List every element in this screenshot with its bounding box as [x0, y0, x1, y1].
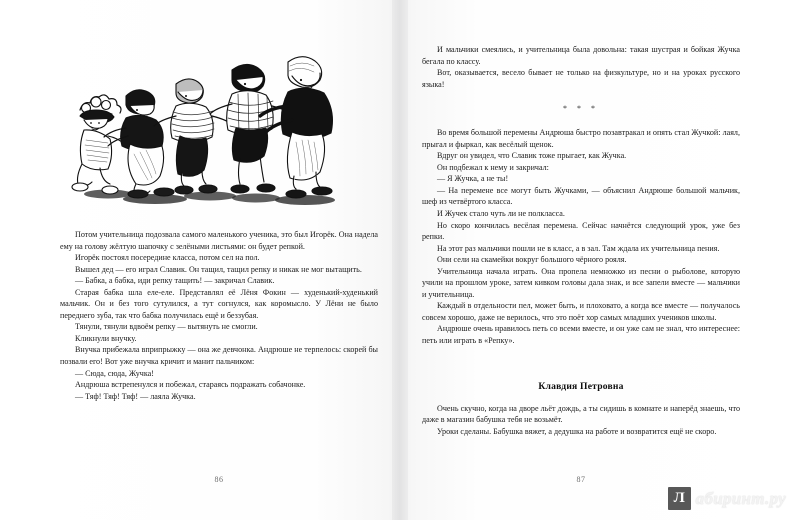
- paragraph: Потом учительница подозвала самого маленького ученика, это был Игорёк. Она надела ему на голову жёлтую шапочку с зелёными листьями: он будет репкой.: [60, 230, 378, 251]
- paragraph: Внучка прибежала вприпрыжку — она же девчонка. Андрюше не терпелось: скорей бы позвали его! Вот уже внучка кричит и манит пальчиком:: [60, 345, 378, 367]
- paragraph-dialogue: — Сюда, сюда, Жучка!: [75, 368, 154, 378]
- figure-boy-checkered: [210, 64, 294, 193]
- paragraph: Вышел дед — его играл Славик. Он тащил, тащил репку и никак не мог вытащить.: [75, 264, 362, 274]
- paragraph-dialogue: — Я Жучка, а не ты!: [437, 174, 509, 184]
- paragraph: Игорёк постоял посередине класса, потом сел на пол.: [75, 253, 260, 263]
- paragraph: Кликнули внучку.: [75, 333, 137, 343]
- paragraph: Андрюша встрепенулся и побежал, стараясь подражать собачонке.: [75, 380, 306, 390]
- paragraph: Он подбежал к нему и закричал:: [437, 162, 549, 172]
- figure-turnip-girl: [72, 95, 124, 194]
- figure-boy-blond-sweater: [260, 57, 332, 198]
- paragraph: Во время большой перемены Андрюша быстро позавтракал и опять стал Жучкой: лаял, прыгал и фыркал, как весёлый щенок.: [422, 128, 740, 149]
- paragraph: Но скоро кончилась весёлая перемена. Сейчас начнётся следующий урок, уже без репки.: [422, 220, 740, 242]
- illustration-repka-chain: [60, 44, 378, 216]
- illustration-svg: [60, 44, 378, 216]
- paragraph: Уроки сделаны. Бабушка вяжет, а дедушка на работе и возвратится ещё не скоро.: [437, 426, 717, 436]
- paragraph: Каждый в отдельности пел, может быть, и плоховато, а когда все вместе — получалось совсем хорошо, даже не верилось, что это поёт хор самых младших учеников школы.: [422, 301, 740, 322]
- figure-boy-striped: [154, 79, 234, 194]
- paragraph: На этот раз мальчики пошли не в класс, а в зал. Там ждала их учительница пения.: [437, 243, 720, 253]
- paragraph: Очень скучно, когда на дворе льёт дождь, а ты сидишь в комнате и наперёд знаешь, что даже в магазин бабушка тебя не возьмёт.: [422, 403, 740, 425]
- paragraph: Старая бабка шла еле-еле. Представлял её Лёня Фокин — худенький-худенький мальчик. Он и без того сутулился, а тут согнулся, как коромысло. У Лёни не было переднего зуба, так что бабка получилась ещё и беззубая.: [60, 287, 378, 320]
- paragraph: И Жучек стало чуть ли не полкласса.: [437, 209, 565, 219]
- paragraph: Учительница начала играть. Она пропела немножко из песни о рыболове, которую учили на прошлом уроке, затем кивком головы дала знак, и все запели вместе — мальчики и учительница.: [422, 266, 740, 299]
- left-page-text-column: [60, 229, 378, 402]
- paragraph: Они сели на скамейки вокруг большого чёрного рояля.: [437, 255, 627, 265]
- paragraph-dialogue: — Бабка, а бабка, иди репку тащить! — закричал Славик.: [75, 276, 275, 286]
- paragraph-dialogue: — Тяф! Тяф! Тяф! — лаяла Жучка.: [75, 391, 196, 401]
- watermark-text: абиринт.ру: [695, 488, 786, 508]
- paragraph: Вот, оказывается, весело бывает не только на физкультуре, но и на уроках русского языка!: [422, 68, 740, 89]
- watermark-logo-icon: Л: [668, 487, 691, 510]
- watermark-labirint: [668, 487, 786, 510]
- paragraph: Вдруг он увидел, что Славик тоже прыгает, как Жучка.: [437, 151, 627, 161]
- page-number-left: 86: [214, 475, 224, 484]
- paragraph-dialogue: — На перемене все могут быть Жучками, — объяснил Андрюше большой мальчик, шеф из четвёртого класса.: [422, 185, 740, 207]
- paragraph: И мальчики смеялись, и учительница была довольна: такая шустрая и бойкая Жучка бегала по классу.: [422, 45, 740, 66]
- page-number-right: 87: [576, 475, 586, 484]
- right-page-text-column: [422, 44, 740, 437]
- chapter-title: Клавдия Петровна: [538, 380, 624, 392]
- paragraph: Андрюше очень нравилось петь со всеми вместе, и он уже сам не знал, что интереснее: петь или играть в «Репку».: [422, 324, 740, 346]
- page-right: [400, 0, 800, 520]
- paragraph: Тянули, тянули вдвоём репку — вытянуть не смогли.: [75, 322, 258, 332]
- section-break-asterisks: * * *: [563, 104, 599, 114]
